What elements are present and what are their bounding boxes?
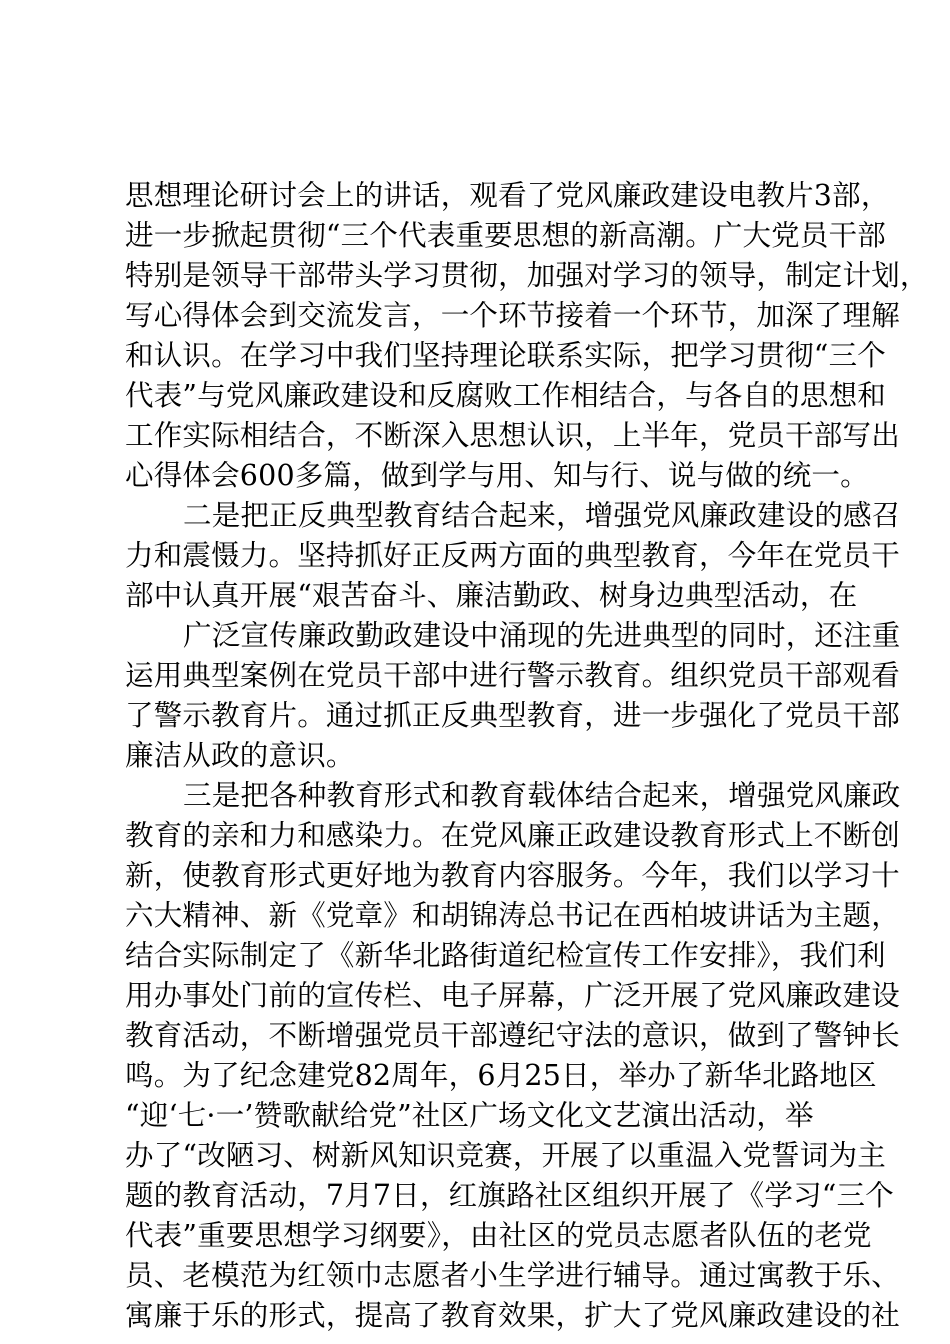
- body-text-line: 办了“改陋习、树新风知识竞赛，开展了以重温入党誓词为主: [125, 1139, 886, 1172]
- body-text-line: 了警示教育片。通过抓正反典型教育，进一步强化了党员干部: [125, 699, 900, 732]
- body-text-line: 思想理论研讨会上的讲话，观看了党风廉政建设电教片3部，: [125, 179, 890, 212]
- body-text-line: 部中认真开展“艰苦奋斗、廉洁勤政、树身边典型活动，在: [125, 579, 858, 612]
- body-text-line: 员、老模范为红领巾志愿者小生学进行辅导。通过寓教于乐、: [125, 1259, 900, 1292]
- body-text-line: 写心得体会到交流发言，一个环节接着一个环节，加深了理解: [125, 299, 900, 332]
- body-text-line: 运用典型案例在党员干部中进行警示教育。组织党员干部观看: [125, 659, 900, 692]
- body-text-line: 结合实际制定了《新华北路街道纪检宣传工作安排》，我们利: [125, 939, 886, 972]
- body-text-line: 进一步掀起贯彻“三个代表重要思想的新高潮。广大党员干部: [125, 219, 886, 252]
- body-text-line: 力和震慑力。坚持抓好正反两方面的典型教育，今年在党员干: [125, 539, 900, 572]
- body-text-line: 教育的亲和力和感染力。在党风廉正政建设教育形式上不断创: [125, 819, 900, 852]
- body-text-line: 新，使教育形式更好地为教育内容服务。今年，我们以学习十: [125, 859, 900, 892]
- body-text-line: 用办事处门前的宣传栏、电子屏幕，广泛开展了党风廉政建设: [125, 979, 900, 1012]
- body-text-line: 题的教育活动，7月7日，红旗路社区组织开展了《学习“三个: [125, 1179, 894, 1212]
- paragraph-first-line: 二是把正反典型教育结合起来，增强党风廉政建设的感召: [183, 499, 901, 532]
- body-text-line: 寓廉于乐的形式，提高了教育效果，扩大了党风廉政建设的社: [125, 1299, 900, 1332]
- body-text-line: “迎‘七·一’赞歌献给党”社区广场文化文艺演出活动，举: [125, 1099, 814, 1132]
- body-text-line: 廉洁从政的意识。: [125, 739, 355, 772]
- body-text-line: 六大精神、新《党章》和胡锦涛总书记在西柏坡讲话为主题，: [125, 899, 900, 932]
- paragraph-first-line: 广泛宣传廉政勤政建设中涌现的先进典型的同时，还注重: [183, 619, 901, 652]
- body-text-line: 代表”与党风廉政建设和反腐败工作相结合，与各自的思想和: [125, 379, 886, 412]
- body-text-line: 特别是领导干部带头学习贯彻，加强对学习的领导，制定计划，: [125, 259, 929, 292]
- body-text-line: 代表”重要思想学习纲要》，由社区的党员志愿者队伍的老党: [125, 1219, 872, 1252]
- body-text-line: 教育活动，不断增强党员干部遵纪守法的意识，做到了警钟长: [125, 1019, 900, 1052]
- body-text-line: 和认识。在学习中我们坚持理论联系实际，把学习贯彻“三个: [125, 339, 886, 372]
- body-text-line: 鸣。为了纪念建党82周年，6月25日，举办了新华北路地区: [125, 1059, 877, 1092]
- body-text-line: 心得体会600多篇，做到学与用、知与行、说与做的统一。: [125, 459, 869, 492]
- paragraph-first-line: 三是把各种教育形式和教育载体结合起来，增强党风廉政: [183, 779, 901, 812]
- body-text-line: 工作实际相结合，不断深入思想认识，上半年，党员干部写出: [125, 419, 900, 452]
